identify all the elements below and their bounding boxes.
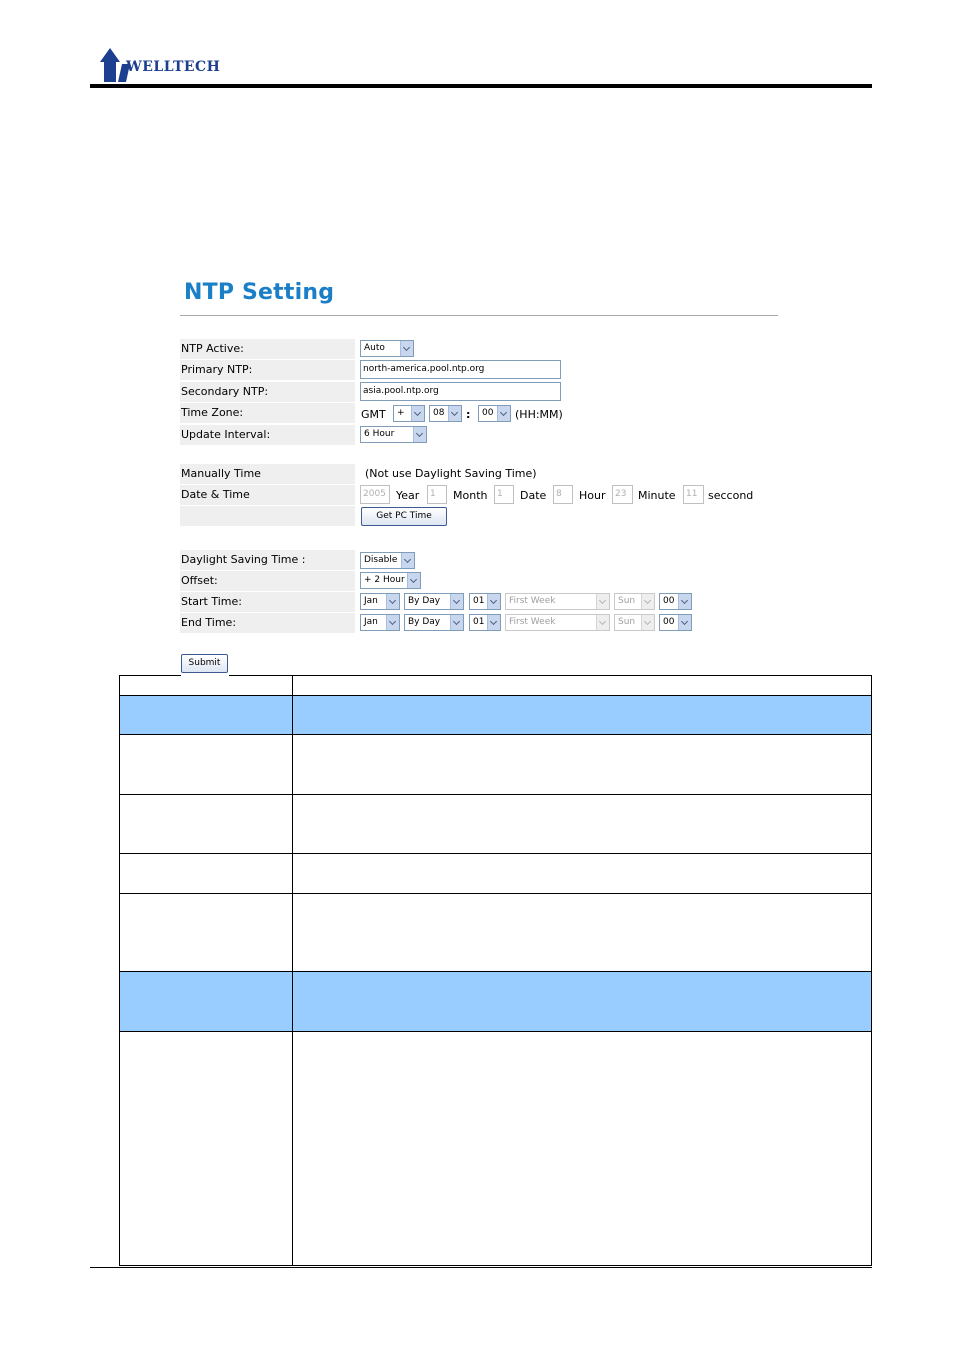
end-hour-select[interactable] <box>659 614 692 631</box>
time-zone-label: Time Zone: <box>180 403 355 423</box>
chevron-down-icon <box>411 406 424 421</box>
primary-ntp-input[interactable]: north-america.pool.ntp.org <box>360 360 561 379</box>
get-pc-time-button[interactable]: Get PC Time <box>361 507 447 526</box>
primary-ntp-label: Primary NTP: <box>180 360 355 380</box>
chevron-down-icon <box>487 615 500 630</box>
end-hour-value: 00 <box>663 617 675 627</box>
start-week-select[interactable] <box>505 593 610 610</box>
start-mode-select[interactable] <box>404 593 464 610</box>
gmt-label: GMT <box>361 408 386 421</box>
table-top-rule-right <box>229 675 872 676</box>
timezone-minute-select[interactable] <box>478 405 511 422</box>
table-row-line <box>119 734 872 735</box>
chevron-down-icon <box>641 615 654 630</box>
ntp-active-value: Auto <box>364 343 385 353</box>
table-row-line <box>119 794 872 795</box>
get-pc-time-row <box>180 506 355 526</box>
table-row-line <box>119 971 872 972</box>
table-section-band <box>120 971 871 1031</box>
chevron-down-icon <box>386 615 399 630</box>
dst-value: Disable <box>364 555 398 565</box>
chevron-down-icon <box>596 615 609 630</box>
timezone-sign-value: + <box>397 408 405 418</box>
table-row-line <box>119 695 872 696</box>
end-mode-select[interactable] <box>404 614 464 631</box>
table-row-line <box>119 853 872 854</box>
start-week-value: First Week <box>509 596 556 606</box>
update-interval-value: 6 Hour <box>364 429 395 439</box>
start-day-value: 01 <box>473 596 485 606</box>
secondary-ntp-label: Secondary NTP: <box>180 382 355 402</box>
start-hour-value: 00 <box>663 596 675 606</box>
chevron-down-icon <box>450 615 463 630</box>
manual-note: (Not use Daylight Saving Time) <box>365 467 537 480</box>
chevron-down-icon <box>596 594 609 609</box>
end-weekday-select[interactable] <box>614 614 655 631</box>
timezone-colon: : <box>466 408 471 421</box>
header-rule <box>90 84 872 88</box>
hour-input[interactable]: 8 <box>553 485 573 504</box>
offset-value: + 2 Hour <box>364 575 405 585</box>
chevron-down-icon <box>400 341 413 356</box>
end-week-select[interactable] <box>505 614 610 631</box>
start-day-select[interactable] <box>469 593 501 610</box>
chevron-down-icon <box>678 615 691 630</box>
second-input[interactable]: 11 <box>683 485 704 504</box>
chevron-down-icon <box>448 406 461 421</box>
table-row-line <box>119 1031 872 1032</box>
second-label: seccond <box>708 489 754 502</box>
end-day-select[interactable] <box>469 614 501 631</box>
dst-select[interactable] <box>360 552 415 569</box>
update-interval-label: Update Interval: <box>180 425 355 445</box>
end-week-value: First Week <box>509 617 556 627</box>
chevron-down-icon <box>678 594 691 609</box>
end-month-select[interactable] <box>360 614 400 631</box>
timezone-hour-select[interactable] <box>429 405 462 422</box>
chevron-down-icon <box>401 553 414 568</box>
secondary-ntp-input[interactable]: asia.pool.ntp.org <box>360 382 561 401</box>
end-mode-value: By Day <box>408 617 441 627</box>
start-weekday-select[interactable] <box>614 593 655 610</box>
end-weekday-value: Sun <box>618 617 636 627</box>
start-time-label: Start Time: <box>180 592 355 612</box>
offset-select[interactable] <box>360 572 421 589</box>
table-row-line <box>119 893 872 894</box>
update-interval-select[interactable] <box>360 426 427 443</box>
date-input[interactable]: 1 <box>494 485 514 504</box>
ntp-active-label: NTP Active: <box>180 339 355 359</box>
hour-label: Hour <box>579 489 606 502</box>
minute-label: Minute <box>638 489 676 502</box>
date-time-label: Date & Time <box>180 485 355 505</box>
chevron-down-icon <box>450 594 463 609</box>
chevron-down-icon <box>641 594 654 609</box>
welltech-logo <box>100 46 260 84</box>
start-weekday-value: Sun <box>618 596 636 606</box>
minute-input[interactable]: 23 <box>612 485 633 504</box>
month-input[interactable]: 1 <box>427 485 447 504</box>
chevron-down-icon <box>407 573 420 588</box>
start-hour-select[interactable] <box>659 593 692 610</box>
timezone-sign-select[interactable] <box>393 405 425 422</box>
offset-label: Offset: <box>180 571 355 591</box>
table-top-rule-left <box>119 675 181 676</box>
chevron-down-icon <box>386 594 399 609</box>
chevron-down-icon <box>413 427 426 442</box>
end-month-value: Jan <box>364 617 378 627</box>
chevron-down-icon <box>487 594 500 609</box>
start-month-value: Jan <box>364 596 378 606</box>
month-label: Month <box>453 489 488 502</box>
timezone-format: (HH:MM) <box>515 408 563 421</box>
end-day-value: 01 <box>473 617 485 627</box>
page-title: NTP Setting <box>184 280 335 305</box>
title-divider <box>180 315 778 316</box>
logo-text: WELLTECH <box>126 59 221 75</box>
submit-button[interactable]: Submit <box>181 654 228 673</box>
manually-time-label: Manually Time <box>180 464 355 484</box>
timezone-hour-value: 08 <box>433 408 445 418</box>
ntp-active-select[interactable] <box>360 340 414 357</box>
table-column-divider <box>292 675 293 1266</box>
date-label: Date <box>520 489 547 502</box>
dst-label: Daylight Saving Time : <box>180 550 355 570</box>
chevron-down-icon <box>497 406 510 421</box>
table-header-band <box>120 695 871 735</box>
year-input[interactable]: 2005 <box>360 485 390 504</box>
timezone-minute-value: 00 <box>482 408 494 418</box>
start-month-select[interactable] <box>360 593 400 610</box>
footer-rule <box>90 1267 872 1268</box>
end-time-label: End Time: <box>180 613 355 633</box>
year-label: Year <box>396 489 420 502</box>
start-mode-value: By Day <box>408 596 441 606</box>
